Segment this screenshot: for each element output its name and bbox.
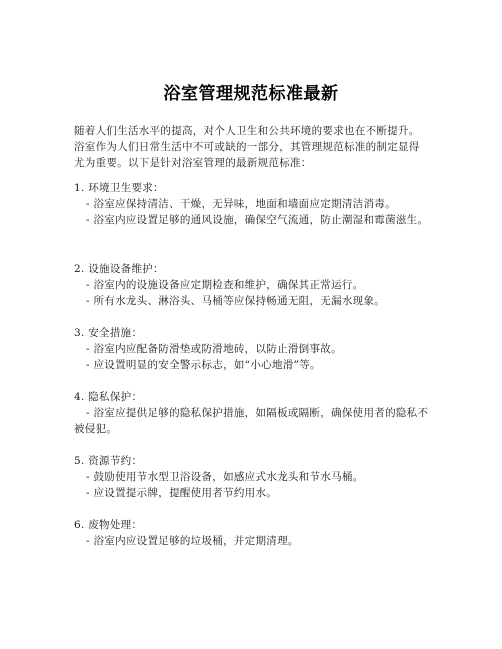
section-heading: 4. 隐私保护： xyxy=(74,391,143,403)
section-privacy xyxy=(74,389,430,437)
list-item: - 浴室内应配备防滑垫或防滑地砖，以防止滑倒事故。 xyxy=(86,343,342,355)
section-heading: 1. 环境卫生要求： xyxy=(74,182,164,194)
section-heading: 5. 资源节约： xyxy=(74,455,143,467)
list-item: - 浴室内的设施设备应定期检查和维护，确保其正常运行。 xyxy=(86,279,364,291)
section-safety xyxy=(74,325,430,373)
section-heading: 6. 废物处理： xyxy=(74,519,143,531)
section-facilities xyxy=(74,261,430,309)
intro-paragraph: 随着人们生活水平的提高，对个人卫生和公共环境的要求也在不断提升。浴室作为人们日常生活中不可或缺的一部分，其管理规范标准的制定显得尤为重要。以下是针对浴室管理的最新规范标准： xyxy=(74,125,420,169)
list-item: - 鼓励使用节水型卫浴设备，如感应式水龙头和节水马桶。 xyxy=(86,471,364,483)
list-item: - 应设置提示牌，提醒使用者节约用水。 xyxy=(86,487,278,499)
list-item: - 应设置明显的安全警示标志，如“小心地滑”等。 xyxy=(86,359,321,371)
section-heading: 2. 设施设备维护： xyxy=(74,263,164,275)
section-environment xyxy=(74,180,430,228)
list-item: - 浴室应保持清洁、干燥，无异味，地面和墙面应定期清洁消毒。 xyxy=(86,198,396,210)
section-waste xyxy=(74,517,430,549)
list-item: - 浴室内应设置足够的垃圾桶，并定期清理。 xyxy=(86,535,299,547)
section-resource-saving xyxy=(74,453,430,501)
section-heading: 3. 安全措施： xyxy=(74,327,143,339)
list-item: - 所有水龙头、淋浴头、马桶等应保持畅通无阻，无漏水现象。 xyxy=(86,295,386,307)
document-title: 浴室管理规范标准最新 xyxy=(163,84,339,104)
list-item: - 浴室应提供足够的隐私保护措施，如隔板或隔断，确保使用者的隐私不被侵犯。 xyxy=(74,407,429,435)
list-item: - 浴室内应设置足够的通风设施，确保空气流通，防止潮湿和霉菌滋生。 xyxy=(86,214,429,226)
